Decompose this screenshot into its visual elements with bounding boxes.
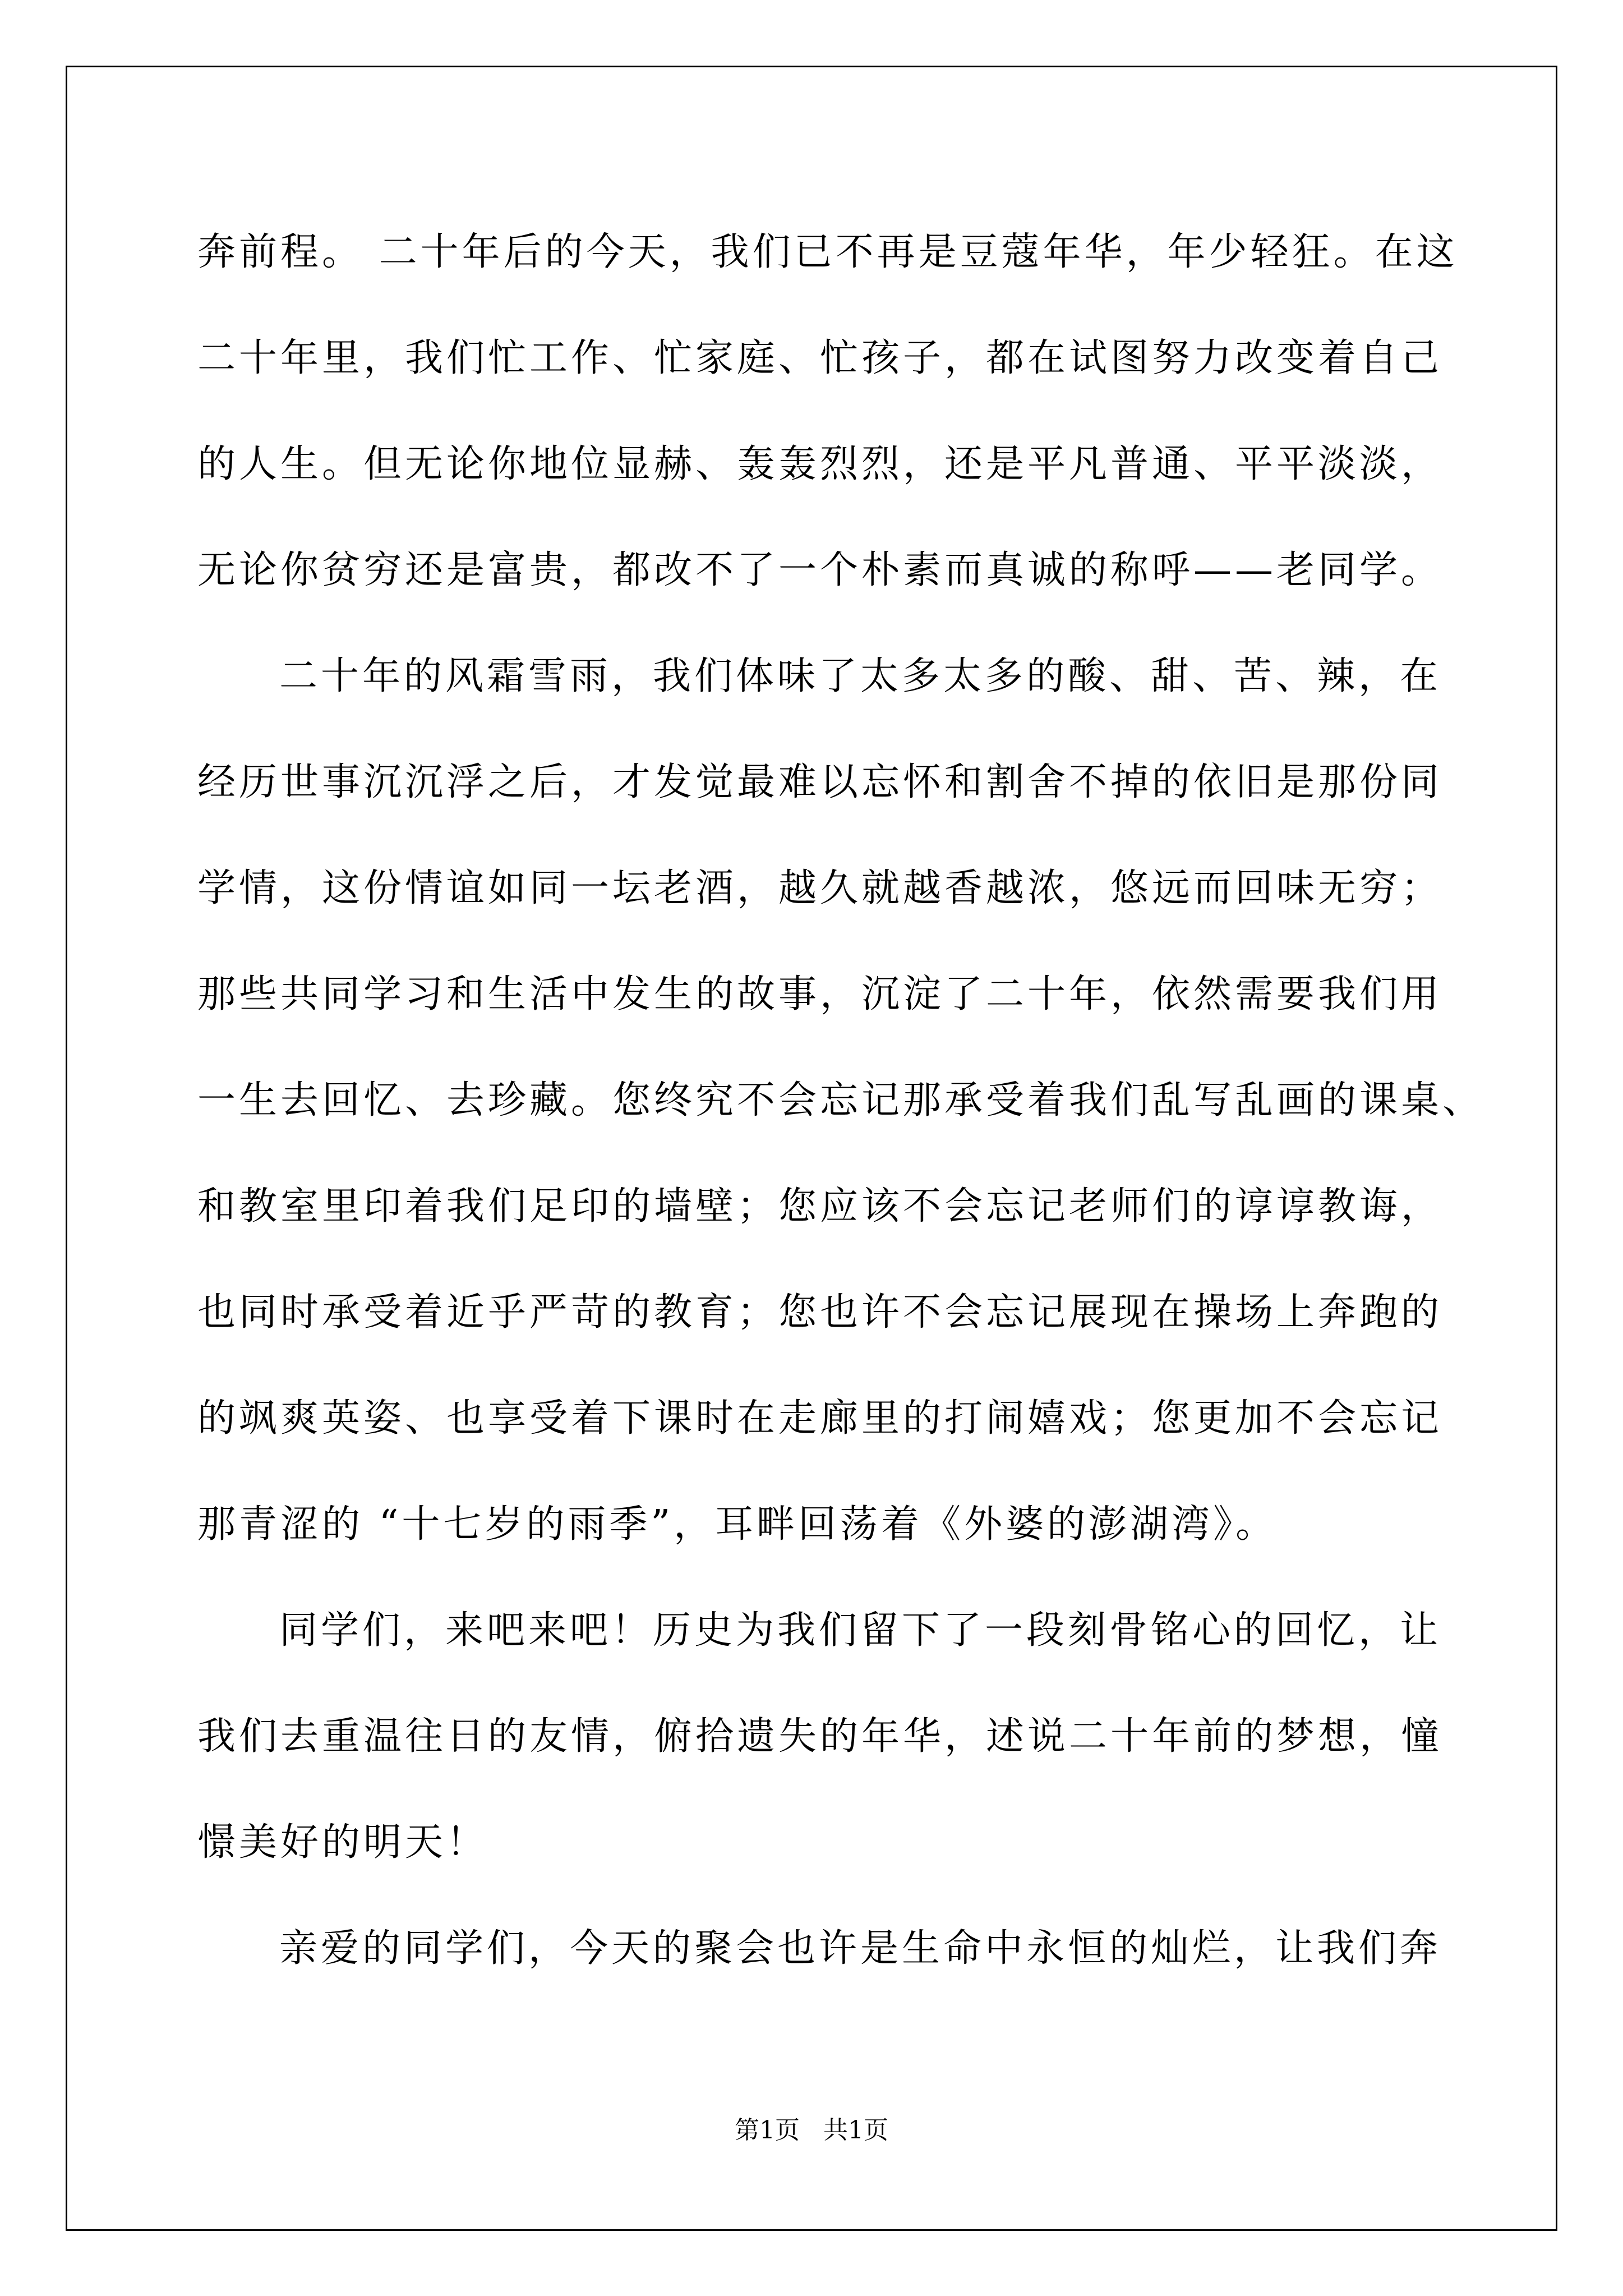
text-line: 经历世事沉沉浮之后，才发觉最难以忘怀和割舍不掉的依旧是那份同 xyxy=(197,760,1443,804)
paragraph-start-line: 同学们，来吧来吧！历史为我们留下了一段刻骨铭心的回忆，让 xyxy=(279,1608,1442,1653)
text-line: 那些共同学习和生活中发生的故事，沉淀了二十年，依然需要我们用 xyxy=(197,972,1443,1016)
document-body xyxy=(197,211,1484,2013)
text-line: 和教室里印着我们足印的墙壁；您应该不会忘记老师们的谆谆教诲， xyxy=(197,1184,1443,1228)
text-line: 我们去重温往日的友情，俯拾遗失的年华，述说二十年前的梦想，憧 xyxy=(197,1714,1443,1759)
text-line: 的人生。但无论你地位显赫、轰轰烈烈，还是平凡普通、平平淡淡， xyxy=(197,442,1443,486)
text-line: 学情，这份情谊如同一坛老酒，越久就越香越浓，悠远而回味无穷； xyxy=(197,866,1443,910)
text-line: 憬美好的明天！ xyxy=(197,1820,488,1865)
paragraph-start-line: 二十年的风霜雪雨，我们体味了太多太多的酸、甜、苦、辣，在 xyxy=(279,654,1442,698)
text-line: 奔前程。 二十年后的今天，我们已不再是豆蔻年华，年少轻狂。在这 xyxy=(197,230,1458,274)
text-line: 也同时承受着近乎严苛的教育；您也许不会忘记展现在操场上奔跑的 xyxy=(197,1290,1443,1335)
page-footer: 第1页 共1页 xyxy=(735,2116,888,2145)
text-line: 一生去回忆、去珍藏。您终究不会忘记那承受着我们乱写乱画的课桌、 xyxy=(197,1078,1484,1122)
text-line: 二十年里，我们忙工作、忙家庭、忙孩子，都在试图努力改变着自己 xyxy=(197,336,1443,380)
text-line: 无论你贫穷还是富贵，都改不了一个朴素而真诚的称呼——老同学。 xyxy=(197,548,1443,592)
paragraph-start-line: 亲爱的同学们，今天的聚会也许是生命中永恒的灿烂，让我们奔 xyxy=(279,1926,1442,1971)
text-line: 的飒爽英姿、也享受着下课时在走廊里的打闹嬉戏；您更加不会忘记 xyxy=(197,1396,1443,1441)
text-line: 那青涩的 “十七岁的雨季”，耳畔回荡着《外婆的澎湖湾》。 xyxy=(197,1502,1278,1547)
